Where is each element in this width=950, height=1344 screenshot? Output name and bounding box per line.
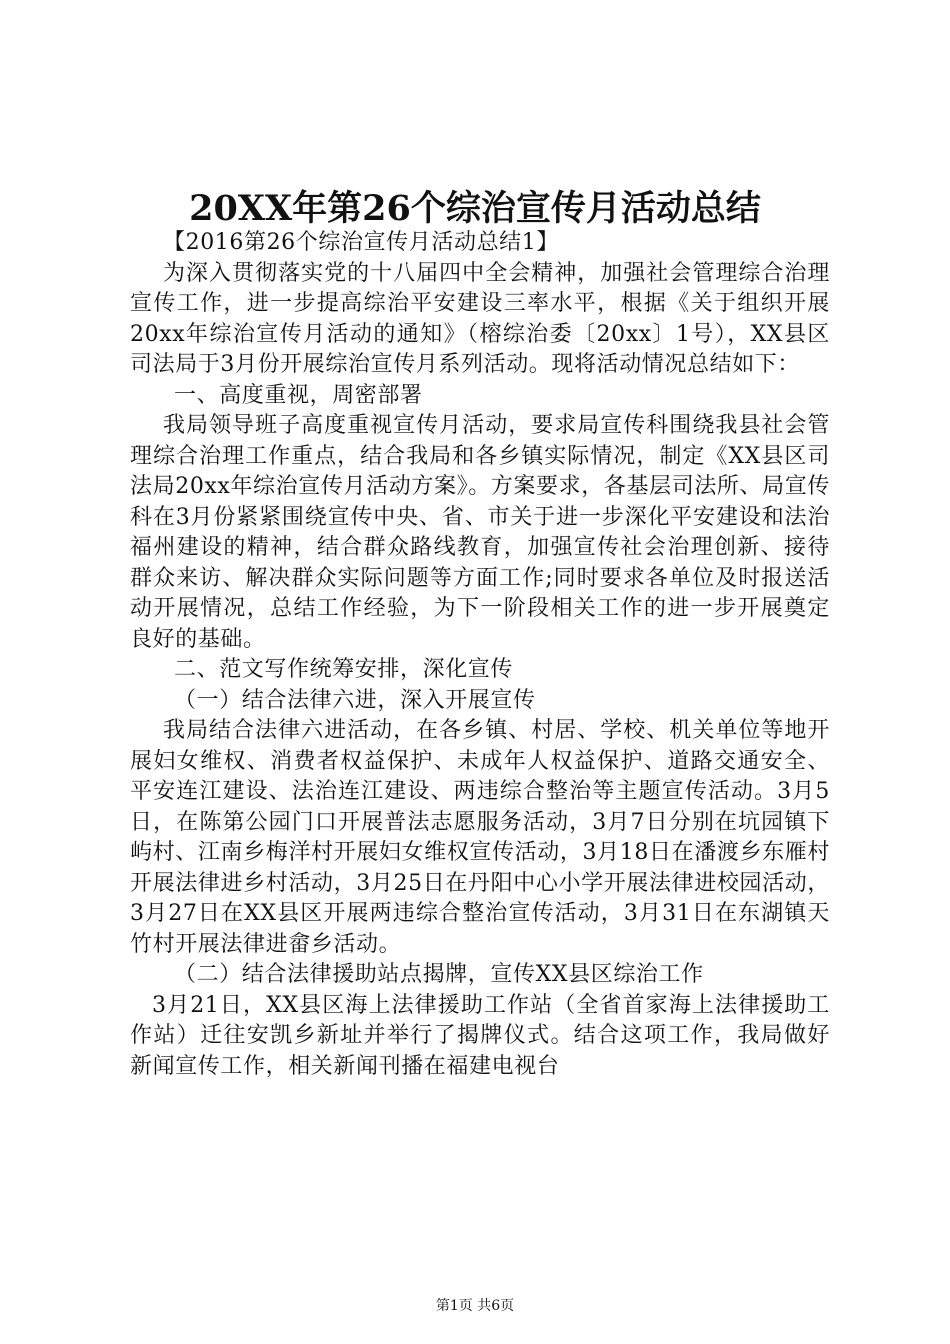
body-paragraph-3: 3月21日，XX县区海上法律援助工作站（全省首家海上法律援助工作站）迁往安凯乡新址并举行了揭牌仪式。结合这项工作，我局做好新闻宣传工作，相关新闻刊播在福建电视台: [130, 992, 830, 1079]
document-body: [130, 228, 830, 1082]
body-paragraph-2: 我局结合法律六进活动，在各乡镇、村居、学校、机关单位等地开展妇女维权、消费者权益保护、未成年人权益保护、道路交通安全、平安连江建设、法治连江建设、两违综合整治等主题宣传活动。3月5日，在陈第公园门口开展普法志愿服务活动，3月7日分别在坑园镇下屿村、江南乡梅洋村开展妇女维权宣传活动，3月18日在潘渡乡东雁村开展法律进乡村活动，3月25日在丹阳中心小学开展法律进校园活动，3月27日在XX县区开展两违综合整治宣传活动，3月31日在东湖镇天竹村开展法律进畲乡活动。: [130, 718, 830, 957]
body-paragraph-1: 我局领导班子高度重视宣传月活动，要求局宣传科围绕我县社会管理综合治理工作重点，结合我局和各乡镇实际情况，制定《XX县区司法局20xx年综治宣传月活动方案》。方案要求，各基层司法所、局宣传科在3月份紧紧围绕宣传中央、省、市关于进一步深化平安建设和法治福州建设的精神，结合群众路线教育，加强宣传社会治理创新、接待群众来访、解决群众实际问题等方面工作;同时要求各单位及时报送活动开展情况，总结工作经验，为下一阶段相关工作的进一步开展奠定良好的基础。: [130, 413, 830, 652]
subsection-heading-1: （一）结合法律六进，深入开展宣传: [174, 687, 536, 713]
document-title: 20XX年第26个综治宣传月活动总结: [189, 188, 761, 229]
intro-paragraph: 为深入贯彻落实党的十八届四中全会精神，加强社会管理综合治理宣传工作，进一步提高综治平安建设三率水平，根据《关于组织开展20xx年综治宣传月活动的通知》（榕综治委〔20xx〕1号），XX县区司法局于3月份开展综治宣传月系列活动。现将活动情况总结如下：: [130, 260, 830, 377]
section-tag: 【2016第26个综治宣传月活动总结1】: [163, 230, 559, 255]
page-footer: 第1页 共6页: [435, 1298, 515, 1314]
section-heading-2: 二、范文写作统筹安排，深化宣传: [174, 657, 514, 682]
subsection-heading-2: （二）结合法律援助站点揭牌，宣传XX县区综治工作: [174, 962, 704, 987]
section-heading-1: 一、高度重视，周密部署: [174, 382, 423, 408]
